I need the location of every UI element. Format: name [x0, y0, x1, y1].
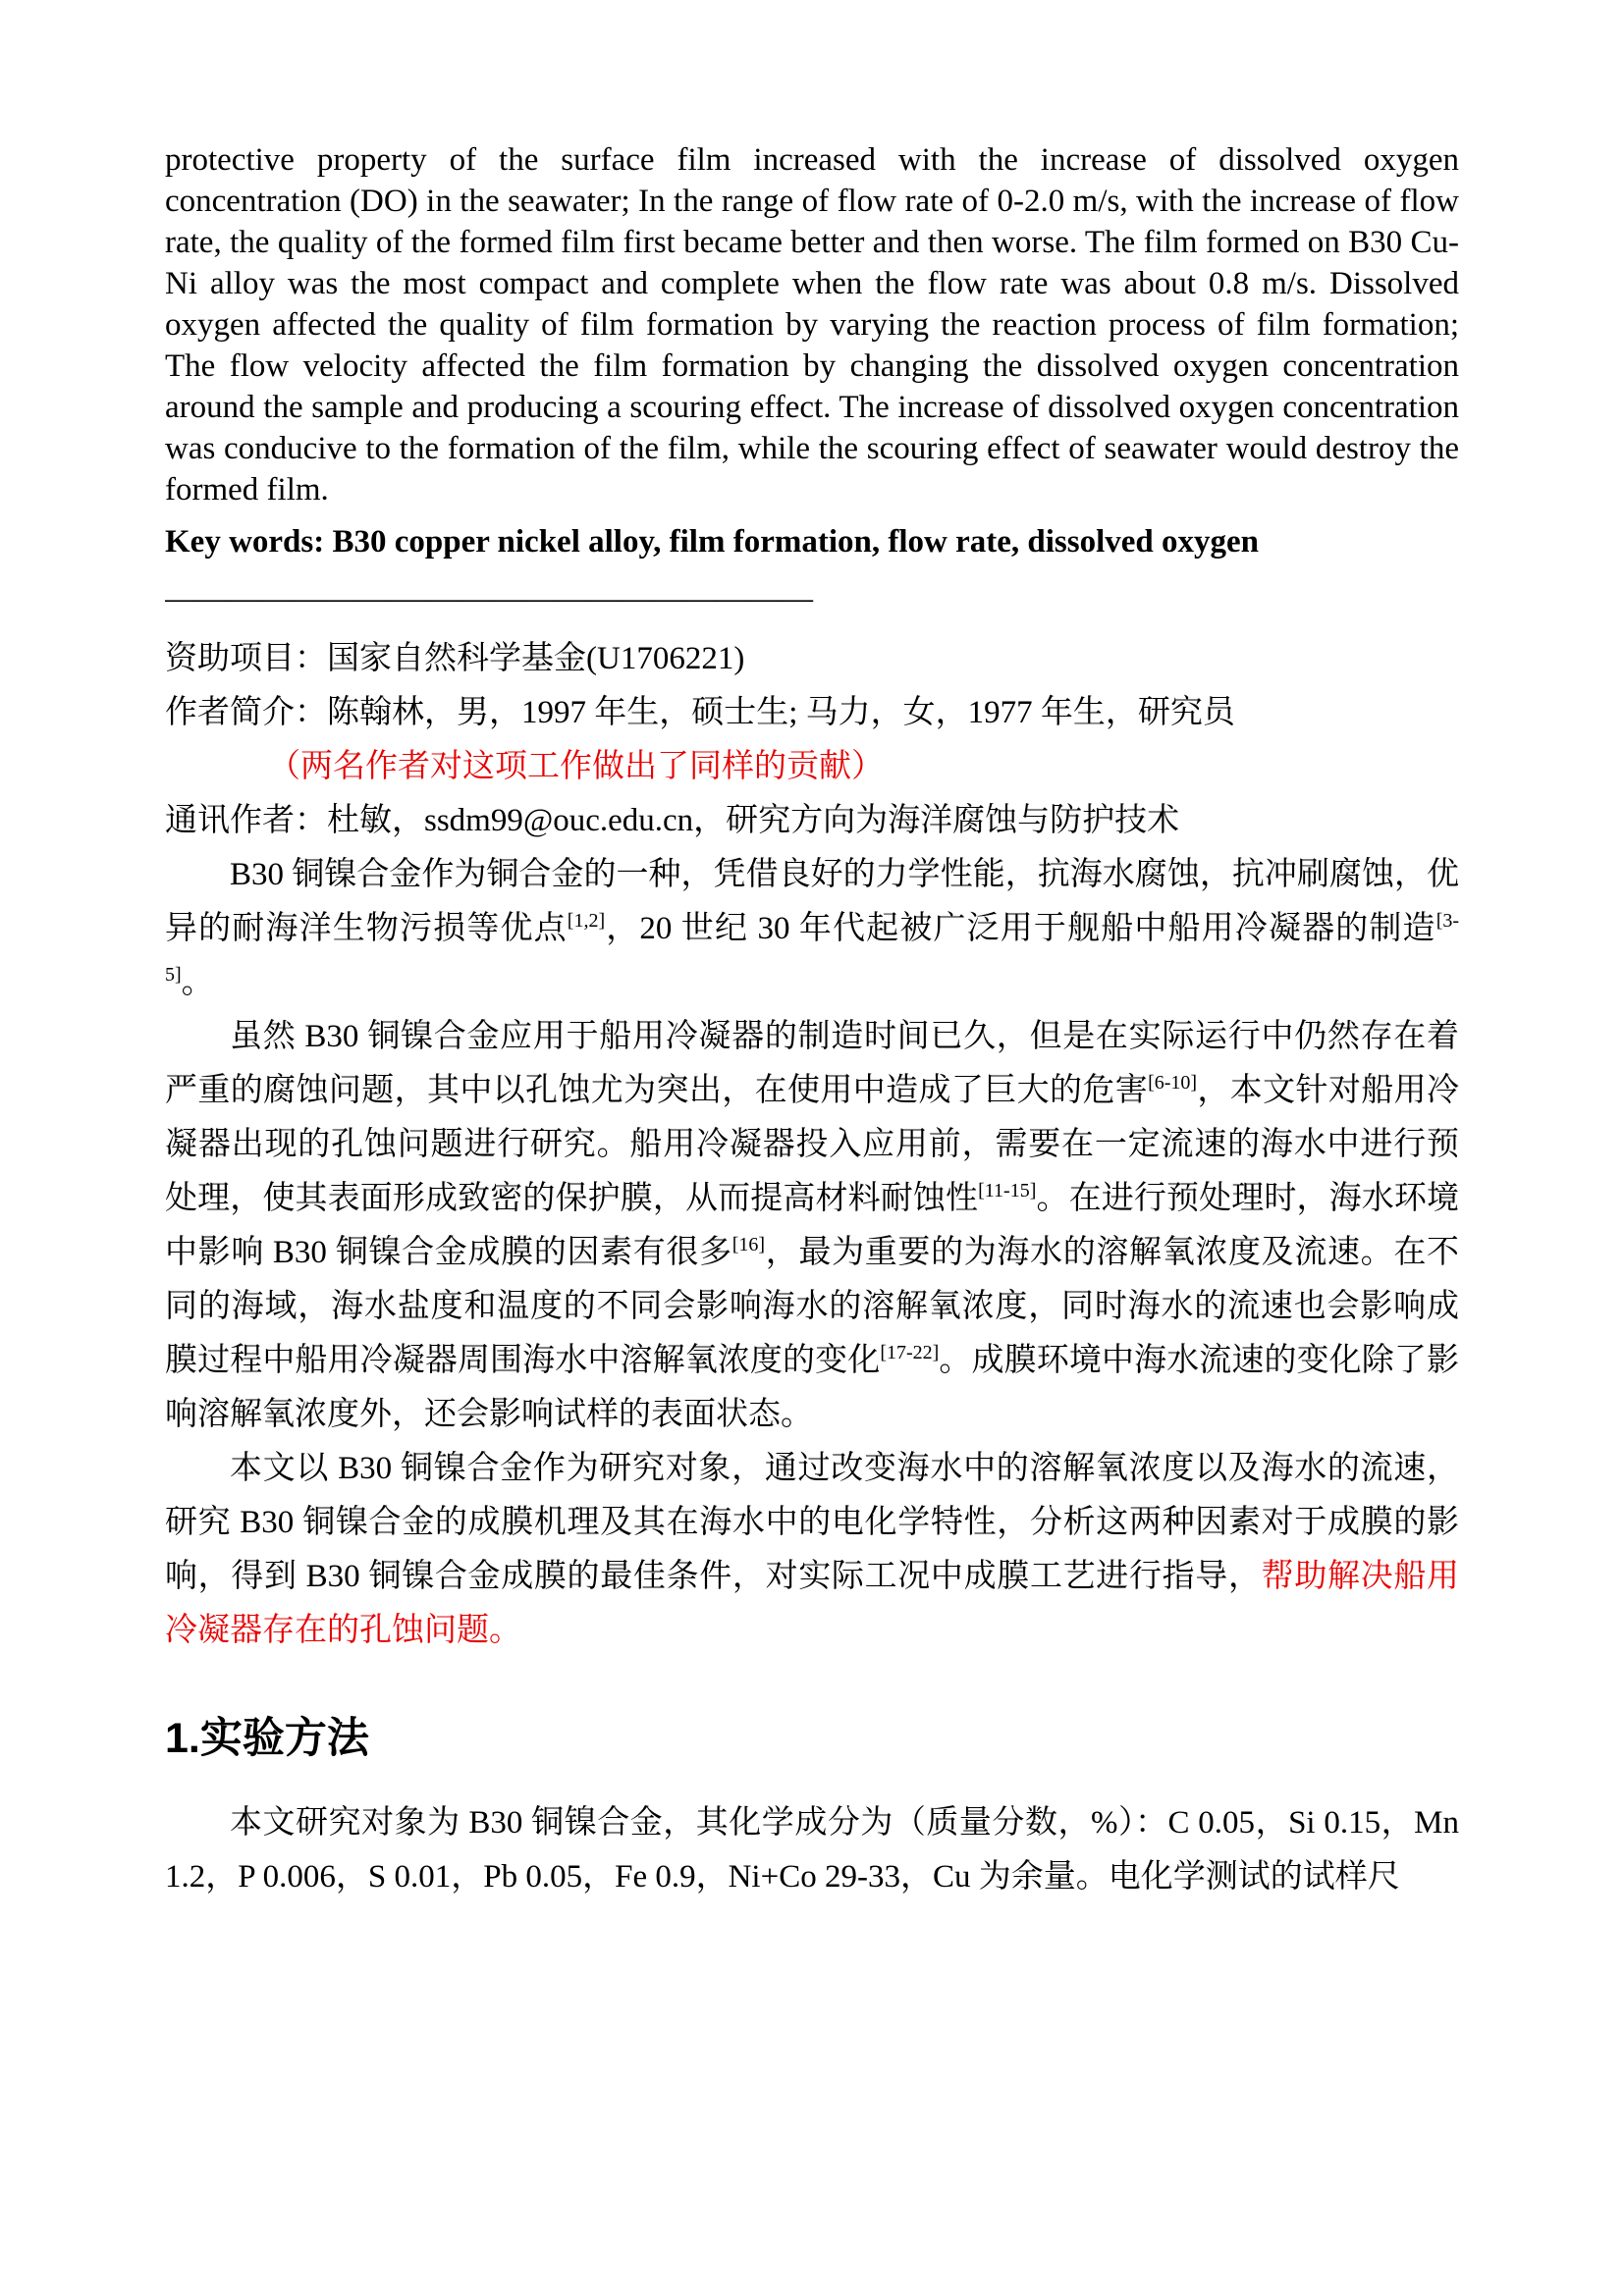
- corresponding-author-line: 通讯作者：杜敏，ssdm99@ouc.edu.cn，研究方向为海洋腐蚀与防护技术: [165, 803, 1180, 838]
- citation-superscript: [6-10]: [1148, 1072, 1198, 1094]
- text-segment: 本文以 B30 铜镍合金作为研究对象，通过改变海水中的溶解氧浓度以及海水的流速，研究 B30 铜镍合金的成膜机理及其在海水中的电化学特性，分析这两种因素对于成膜的影响，得到 B30 铜镍合金成膜的最佳条件，对实际工况中成膜工艺进行指导，: [165, 1451, 1459, 1594]
- section-1-heading: 1.实验方法: [165, 1715, 369, 1762]
- text-segment: ，本文针对船用冷凝器出现的孔蚀问题进行研究。船用冷凝器投入应用前，需要在一定流速的海水中进行预处理，使其表面形成致密的保护膜，从而提高材料耐蚀性: [165, 1073, 1460, 1216]
- text-segment: 。在进行预处理时，海水环境中影响 B30 铜镍合金成膜的因素有很多: [165, 1181, 1459, 1270]
- text-segment: B30 铜镍合金作为铜合金的一种，凭借良好的力学性能，抗海水腐蚀，抗冲刷腐蚀，优异的耐海洋生物污损等优点: [165, 857, 1459, 946]
- text-segment: ，20 世纪 30 年代起被广泛用于舰船中船用冷凝器的制造: [605, 911, 1436, 946]
- keywords-line: Key words: B30 copper nickel alloy, film formation, flow rate, dissolved oxygen: [165, 524, 1259, 560]
- methods-paragraph: [165, 1796, 1459, 1904]
- intro-paragraph-b30-overview: [165, 848, 1459, 1010]
- funding-line: 资助项目：国家自然科学基金(U1706221): [165, 641, 745, 676]
- citation-superscript: [1,2]: [567, 910, 606, 932]
- intro-paragraph-research-aim: [165, 1442, 1459, 1658]
- text-segment: 帮助解决船用冷凝器存在的孔蚀问题。: [165, 1559, 1460, 1648]
- equal-contribution-note: （两名作者对这项工作做出了同样的贡献）: [268, 749, 884, 784]
- text-segment: 虽然 B30 铜镍合金应用于船用冷凝器的制造时间已久，但是在实际运行中仍然存在着严重的腐蚀问题，其中以孔蚀尤为突出，在使用中造成了巨大的危害: [165, 1019, 1459, 1108]
- abstract-continuation-paragraph: protective property of the surface film increased with the increase of dissolved oxygen concentration (DO) in the seawater; In the range of flow rate of 0-2.0 m/s, with the increase of flow rate, the quality of the formed film first became better and then worse. The film formed on B30 Cu-Ni alloy was the most compact and complete when the flow rate was about 0.8 m/s. Dissolved oxygen affected the quality of film formation by varying the reaction process of film formation; The flow velocity affected the film formation by changing the dissolved oxygen concentration around the sample and producing a scouring effect. The increase of dissolved oxygen concentration was conducive to the formation of the film, while the scouring effect of seawater would destroy the formed film.: [165, 142, 1459, 507]
- text-segment: 。成膜环境中海水流速的变化除了影响溶解氧浓度外，还会影响试样的表面状态。: [165, 1343, 1460, 1432]
- citation-superscript: [16]: [731, 1234, 766, 1255]
- footnote-separator: ————————————————————: [165, 581, 813, 616]
- citation-superscript: [17-22]: [880, 1342, 940, 1363]
- citation-superscript: [3-5]: [165, 910, 1460, 986]
- citation-superscript: [11-15]: [978, 1180, 1037, 1201]
- author-bio-line: 作者简介：陈翰林，男，1997 年生，硕士生; 马力，女，1977 年生，研究员: [165, 695, 1235, 730]
- text-segment: ，最为重要的为海水的溶解氧浓度及流速。在不同的海域，海水盐度和温度的不同会影响海水的溶解氧浓度，同时海水的流速也会影响成膜过程中船用冷凝器周围海水中溶解氧浓度的变化: [165, 1235, 1459, 1378]
- text-segment: 本文研究对象为 B30 铜镍合金，其化学成分为（质量分数，%）：C 0.05，Si 0.15，Mn 1.2，P 0.006，S 0.01，Pb 0.05，Fe 0.9，Ni+Co 29-33，Cu 为余量。电化学测试的试样尺: [165, 1805, 1459, 1895]
- text-segment: 。: [181, 965, 214, 1000]
- intro-paragraph-corrosion-problem: [165, 1010, 1459, 1442]
